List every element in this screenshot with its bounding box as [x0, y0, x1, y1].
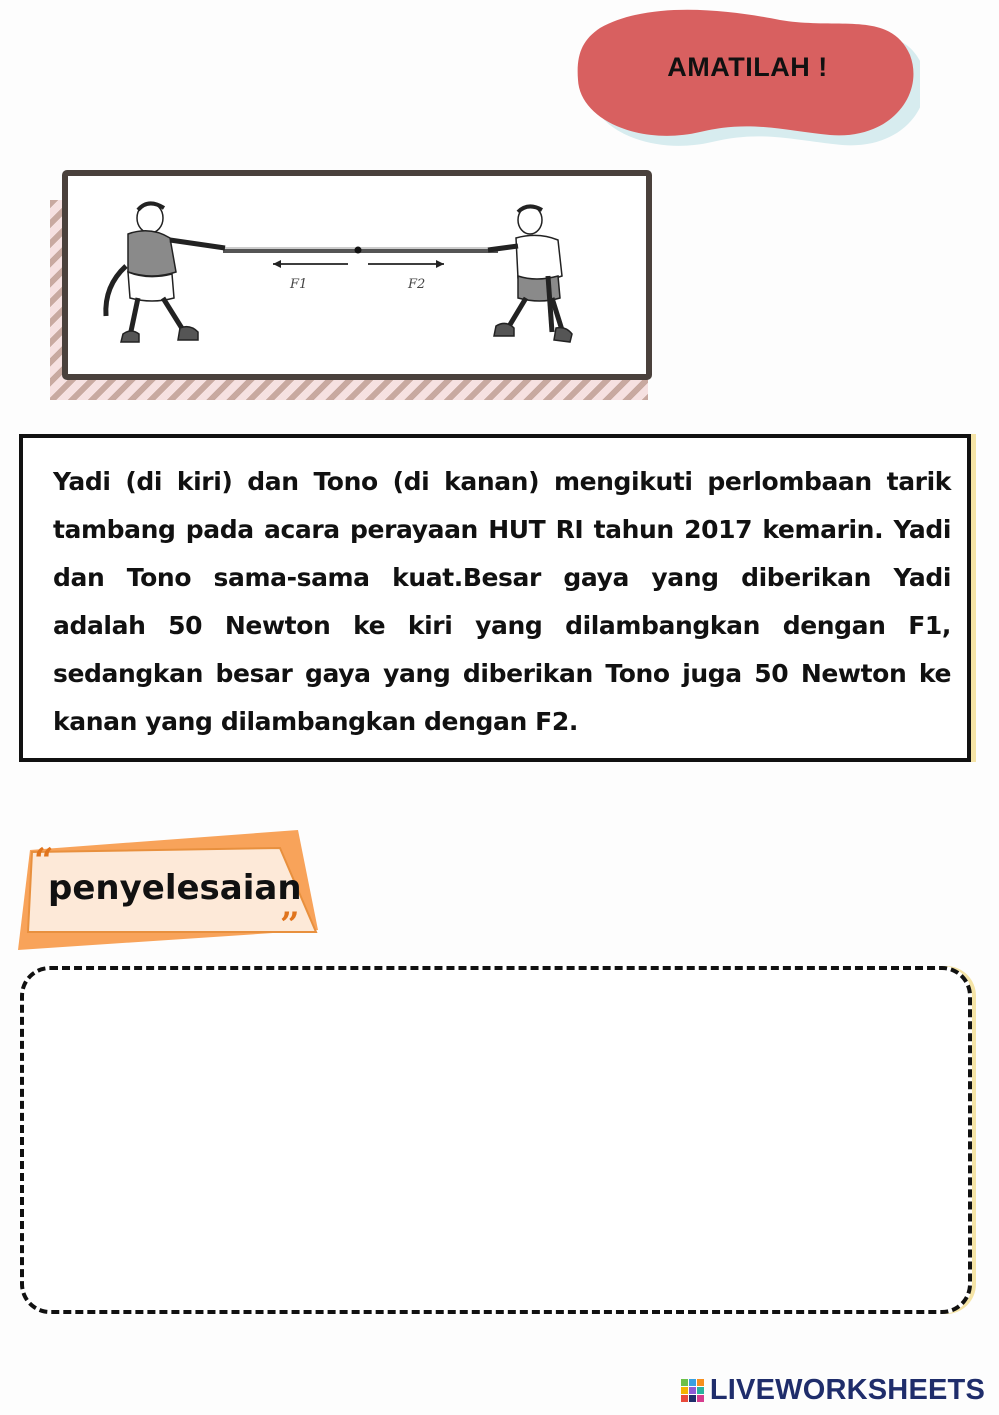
- solution-label-text: penyelesaian: [48, 868, 302, 908]
- page-title: AMATILAH !: [667, 52, 828, 82]
- problem-box: [19, 434, 971, 762]
- problem-text: Yadi (di kiri) dan Tono (di kanan) mengikuti perlombaan tarik tambang pada acara perayaan HUT RI tahun 2017 kemarin. Yadi dan Tono sama-sama kuat.Besar gaya yang diberikan Yadi adalah 50 Newton ke kiri yang dilambangkan dengan F1, sedangkan besar gaya yang diberikan Tono juga 50 Newton ke kanan yang dilambangkan dengan F2.: [53, 467, 951, 736]
- right-figure: [488, 206, 572, 342]
- solution-label: [18, 828, 328, 958]
- left-figure: [106, 203, 225, 342]
- brand-name: LIVEWORKSHEETS: [709, 1373, 985, 1406]
- force-label-f2: F2: [408, 277, 426, 292]
- brand-logo: [680, 1372, 985, 1408]
- answer-area[interactable]: [20, 966, 972, 1314]
- close-quote-icon: ”: [280, 905, 300, 945]
- open-quote-icon: “: [34, 841, 54, 881]
- illustration-frame: [62, 170, 652, 380]
- tug-of-war-drawing: [68, 176, 646, 374]
- tug-of-war-illustration: [48, 168, 658, 404]
- liveworksheets-icon: [680, 1377, 706, 1403]
- force-label-f1: F1: [290, 277, 308, 292]
